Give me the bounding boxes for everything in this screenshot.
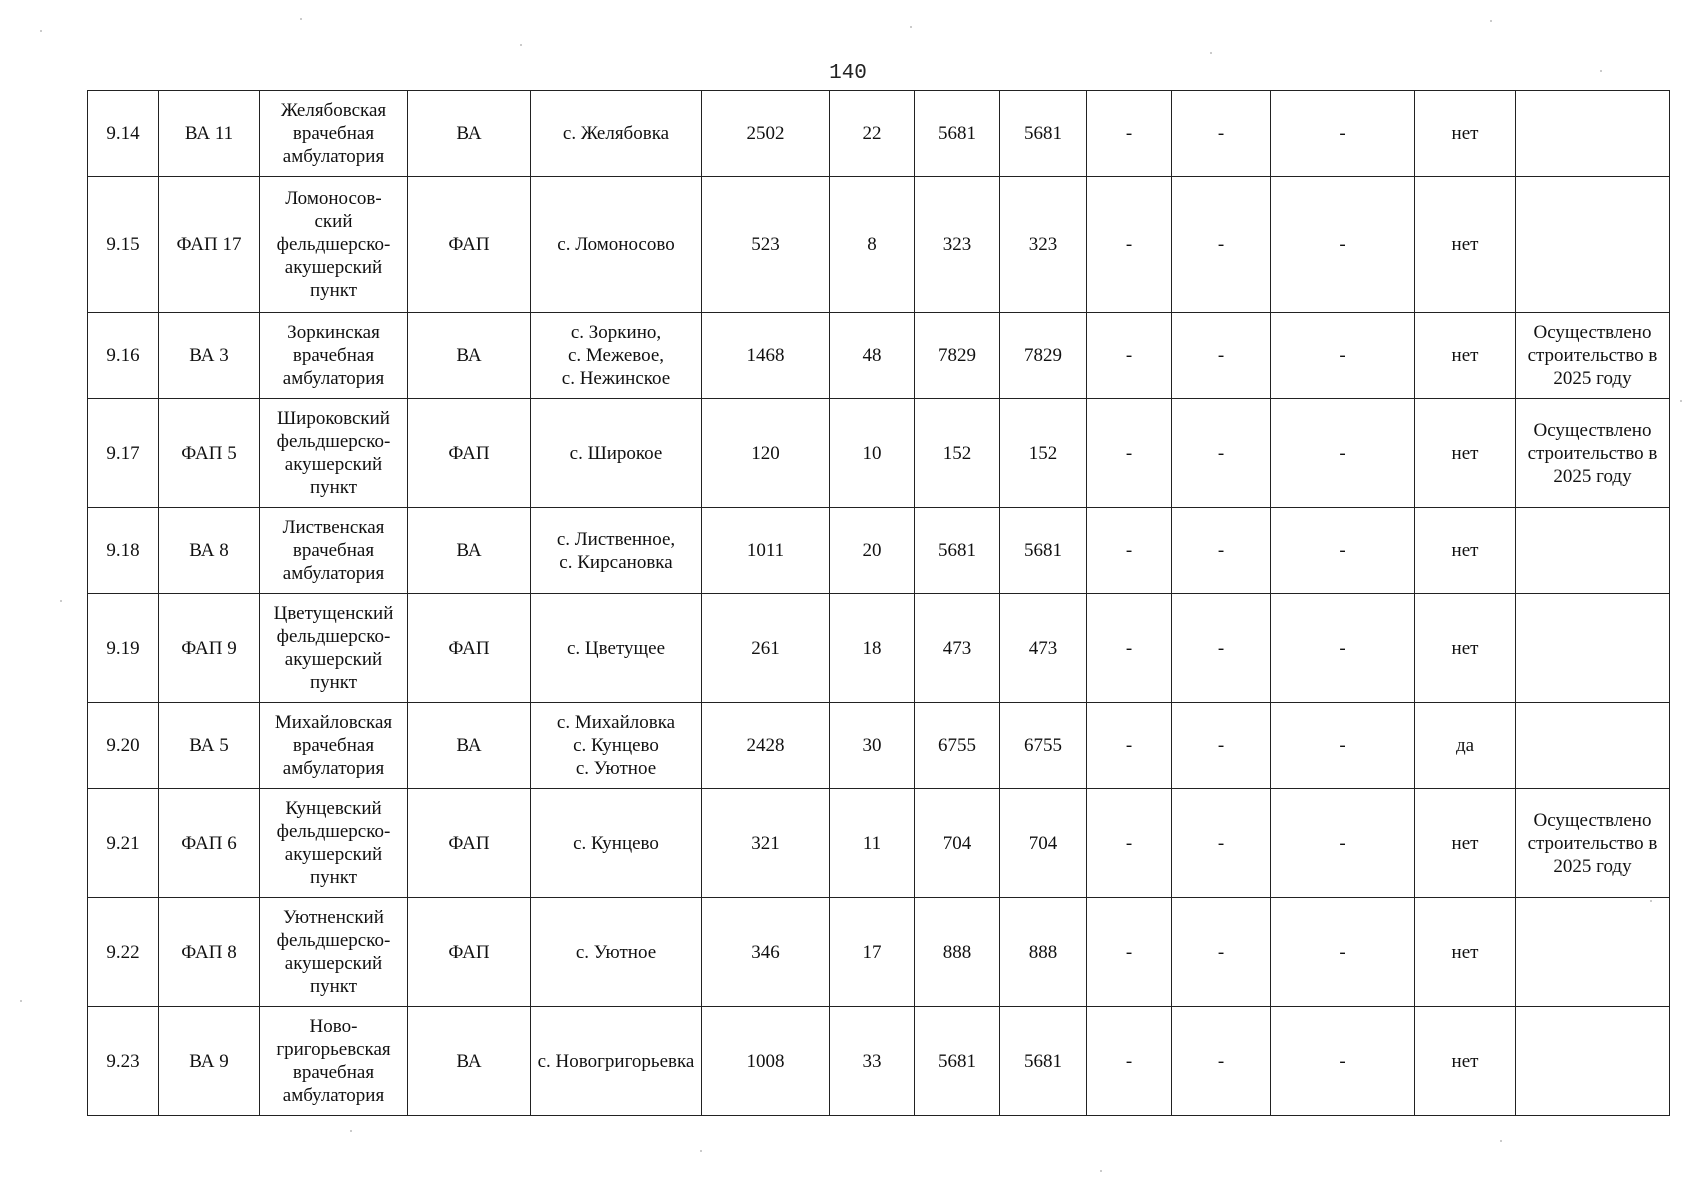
- dash-cell-3: -: [1271, 399, 1415, 508]
- dash-cell-2: -: [1172, 177, 1271, 313]
- status-cell: нет: [1415, 313, 1516, 399]
- note-cell: [1516, 703, 1670, 789]
- population-cell: 2502: [702, 91, 830, 177]
- settlement-cell: с. Желябовка: [531, 91, 702, 177]
- dash-cell-1: -: [1087, 594, 1172, 703]
- settlement-cell: с. Лиственное, с. Кирсановка: [531, 508, 702, 594]
- facility-type-cell: ВА: [408, 508, 531, 594]
- facility-code-cell: ФАП 5: [159, 399, 260, 508]
- value-cell-3: 7829: [915, 313, 1000, 399]
- scan-speck: [1500, 1140, 1502, 1142]
- note-cell: Осуществлено строительство в 2025 году: [1516, 313, 1670, 399]
- scan-speck: [1600, 70, 1602, 72]
- status-cell: нет: [1415, 177, 1516, 313]
- note-cell: [1516, 898, 1670, 1007]
- row-number-cell: 9.22: [88, 898, 159, 1007]
- status-cell: нет: [1415, 594, 1516, 703]
- scan-speck: [60, 600, 62, 602]
- value-cell-2: 20: [830, 508, 915, 594]
- facility-name-cell: Уютненский фельдшерско- акушерский пункт: [260, 898, 408, 1007]
- table-row: [88, 91, 1670, 177]
- scan-speck: [520, 44, 522, 46]
- facility-code-cell: ВА 3: [159, 313, 260, 399]
- value-cell-2: 30: [830, 703, 915, 789]
- note-cell: [1516, 1007, 1670, 1116]
- facility-name-cell: Цветущенский фельдшерско- акушерский пункт: [260, 594, 408, 703]
- facility-name-cell: Широковский фельдшерско- акушерский пункт: [260, 399, 408, 508]
- value-cell-4: 6755: [1000, 703, 1087, 789]
- value-cell-2: 22: [830, 91, 915, 177]
- table-row: [88, 399, 1670, 508]
- settlement-cell: с. Уютное: [531, 898, 702, 1007]
- value-cell-4: 888: [1000, 898, 1087, 1007]
- population-cell: 1008: [702, 1007, 830, 1116]
- row-number-cell: 9.21: [88, 789, 159, 898]
- scan-speck: [1650, 900, 1652, 902]
- row-number-cell: 9.23: [88, 1007, 159, 1116]
- facility-code-cell: ВА 11: [159, 91, 260, 177]
- value-cell-3: 323: [915, 177, 1000, 313]
- facility-code-cell: ВА 8: [159, 508, 260, 594]
- scan-speck: [1490, 20, 1492, 22]
- dash-cell-3: -: [1271, 177, 1415, 313]
- facility-type-cell: ФАП: [408, 594, 531, 703]
- table-row: [88, 703, 1670, 789]
- settlement-cell: с. Цветущее: [531, 594, 702, 703]
- scan-speck: [1100, 1170, 1102, 1172]
- dash-cell-2: -: [1172, 594, 1271, 703]
- dash-cell-1: -: [1087, 703, 1172, 789]
- facility-code-cell: ФАП 9: [159, 594, 260, 703]
- dash-cell-3: -: [1271, 508, 1415, 594]
- value-cell-2: 10: [830, 399, 915, 508]
- scan-speck: [700, 1150, 702, 1152]
- facility-name-cell: Зоркинская врачебная амбулатория: [260, 313, 408, 399]
- value-cell-3: 152: [915, 399, 1000, 508]
- population-cell: 321: [702, 789, 830, 898]
- table-row: [88, 177, 1670, 313]
- status-cell: нет: [1415, 789, 1516, 898]
- note-cell: [1516, 508, 1670, 594]
- facility-code-cell: ВА 9: [159, 1007, 260, 1116]
- dash-cell-2: -: [1172, 703, 1271, 789]
- row-number-cell: 9.17: [88, 399, 159, 508]
- value-cell-4: 5681: [1000, 508, 1087, 594]
- facility-name-cell: Желябовская врачебная амбулатория: [260, 91, 408, 177]
- value-cell-2: 33: [830, 1007, 915, 1116]
- dash-cell-2: -: [1172, 789, 1271, 898]
- dash-cell-3: -: [1271, 313, 1415, 399]
- dash-cell-3: -: [1271, 703, 1415, 789]
- facility-code-cell: ВА 5: [159, 703, 260, 789]
- value-cell-2: 11: [830, 789, 915, 898]
- dash-cell-1: -: [1087, 898, 1172, 1007]
- dash-cell-1: -: [1087, 313, 1172, 399]
- value-cell-4: 323: [1000, 177, 1087, 313]
- note-cell: Осуществлено строительство в 2025 году: [1516, 399, 1670, 508]
- dash-cell-1: -: [1087, 177, 1172, 313]
- dash-cell-3: -: [1271, 898, 1415, 1007]
- dash-cell-2: -: [1172, 508, 1271, 594]
- value-cell-4: 7829: [1000, 313, 1087, 399]
- population-cell: 346: [702, 898, 830, 1007]
- value-cell-4: 5681: [1000, 91, 1087, 177]
- dash-cell-3: -: [1271, 594, 1415, 703]
- facility-type-cell: ВА: [408, 91, 531, 177]
- note-cell: Осуществлено строительство в 2025 году: [1516, 789, 1670, 898]
- facility-type-cell: ВА: [408, 703, 531, 789]
- scan-speck: [910, 26, 912, 28]
- table-row: [88, 789, 1670, 898]
- settlement-cell: с. Ломоносово: [531, 177, 702, 313]
- facility-type-cell: ФАП: [408, 789, 531, 898]
- facility-name-cell: Кунцевский фельдшерско- акушерский пункт: [260, 789, 408, 898]
- table-row: [88, 508, 1670, 594]
- scan-speck: [350, 1130, 352, 1132]
- value-cell-3: 6755: [915, 703, 1000, 789]
- row-number-cell: 9.15: [88, 177, 159, 313]
- scan-speck: [20, 1000, 22, 1002]
- value-cell-4: 473: [1000, 594, 1087, 703]
- value-cell-2: 8: [830, 177, 915, 313]
- status-cell: нет: [1415, 91, 1516, 177]
- value-cell-4: 704: [1000, 789, 1087, 898]
- scan-speck: [40, 30, 42, 32]
- facility-code-cell: ФАП 6: [159, 789, 260, 898]
- settlement-cell: с. Михайловка с. Кунцево с. Уютное: [531, 703, 702, 789]
- note-cell: [1516, 594, 1670, 703]
- scan-speck: [1210, 52, 1212, 54]
- page-number: 140: [829, 62, 867, 85]
- note-cell: [1516, 177, 1670, 313]
- settlement-cell: с. Кунцево: [531, 789, 702, 898]
- facility-type-cell: ВА: [408, 1007, 531, 1116]
- status-cell: да: [1415, 703, 1516, 789]
- value-cell-2: 17: [830, 898, 915, 1007]
- value-cell-4: 5681: [1000, 1007, 1087, 1116]
- dash-cell-2: -: [1172, 1007, 1271, 1116]
- value-cell-3: 473: [915, 594, 1000, 703]
- facility-name-cell: Лиственская врачебная амбулатория: [260, 508, 408, 594]
- facility-type-cell: ФАП: [408, 898, 531, 1007]
- value-cell-3: 5681: [915, 508, 1000, 594]
- settlement-cell: с. Новогригорьевка: [531, 1007, 702, 1116]
- facility-code-cell: ФАП 8: [159, 898, 260, 1007]
- facility-type-cell: ВА: [408, 313, 531, 399]
- table-body: [88, 91, 1670, 1116]
- status-cell: нет: [1415, 399, 1516, 508]
- population-cell: 1468: [702, 313, 830, 399]
- facility-name-cell: Михайловская врачебная амбулатория: [260, 703, 408, 789]
- table-row: [88, 898, 1670, 1007]
- row-number-cell: 9.14: [88, 91, 159, 177]
- facility-name-cell: Ново- григорьевская врачебная амбулатория: [260, 1007, 408, 1116]
- facility-name-cell: Ломоносов- ский фельдшерско- акушерский пункт: [260, 177, 408, 313]
- status-cell: нет: [1415, 898, 1516, 1007]
- value-cell-3: 888: [915, 898, 1000, 1007]
- population-cell: 2428: [702, 703, 830, 789]
- settlement-cell: с. Зоркино, с. Межевое, с. Нежинское: [531, 313, 702, 399]
- value-cell-2: 18: [830, 594, 915, 703]
- dash-cell-2: -: [1172, 399, 1271, 508]
- dash-cell-3: -: [1271, 91, 1415, 177]
- status-cell: нет: [1415, 508, 1516, 594]
- row-number-cell: 9.16: [88, 313, 159, 399]
- dash-cell-2: -: [1172, 91, 1271, 177]
- row-number-cell: 9.18: [88, 508, 159, 594]
- settlement-cell: с. Широкое: [531, 399, 702, 508]
- dash-cell-3: -: [1271, 1007, 1415, 1116]
- dash-cell-1: -: [1087, 91, 1172, 177]
- facility-type-cell: ФАП: [408, 177, 531, 313]
- row-number-cell: 9.19: [88, 594, 159, 703]
- value-cell-3: 5681: [915, 1007, 1000, 1116]
- facility-type-cell: ФАП: [408, 399, 531, 508]
- value-cell-4: 152: [1000, 399, 1087, 508]
- population-cell: 523: [702, 177, 830, 313]
- table-row: [88, 594, 1670, 703]
- dash-cell-3: -: [1271, 789, 1415, 898]
- facilities-table: [87, 90, 1670, 1116]
- dash-cell-2: -: [1172, 898, 1271, 1007]
- population-cell: 120: [702, 399, 830, 508]
- value-cell-2: 48: [830, 313, 915, 399]
- table-row: [88, 313, 1670, 399]
- status-cell: нет: [1415, 1007, 1516, 1116]
- dash-cell-2: -: [1172, 313, 1271, 399]
- population-cell: 1011: [702, 508, 830, 594]
- dash-cell-1: -: [1087, 1007, 1172, 1116]
- scan-speck: [1680, 400, 1682, 402]
- dash-cell-1: -: [1087, 508, 1172, 594]
- note-cell: [1516, 91, 1670, 177]
- population-cell: 261: [702, 594, 830, 703]
- value-cell-3: 5681: [915, 91, 1000, 177]
- value-cell-3: 704: [915, 789, 1000, 898]
- dash-cell-1: -: [1087, 789, 1172, 898]
- table-row: [88, 1007, 1670, 1116]
- dash-cell-1: -: [1087, 399, 1172, 508]
- row-number-cell: 9.20: [88, 703, 159, 789]
- facility-code-cell: ФАП 17: [159, 177, 260, 313]
- scan-speck: [300, 18, 302, 20]
